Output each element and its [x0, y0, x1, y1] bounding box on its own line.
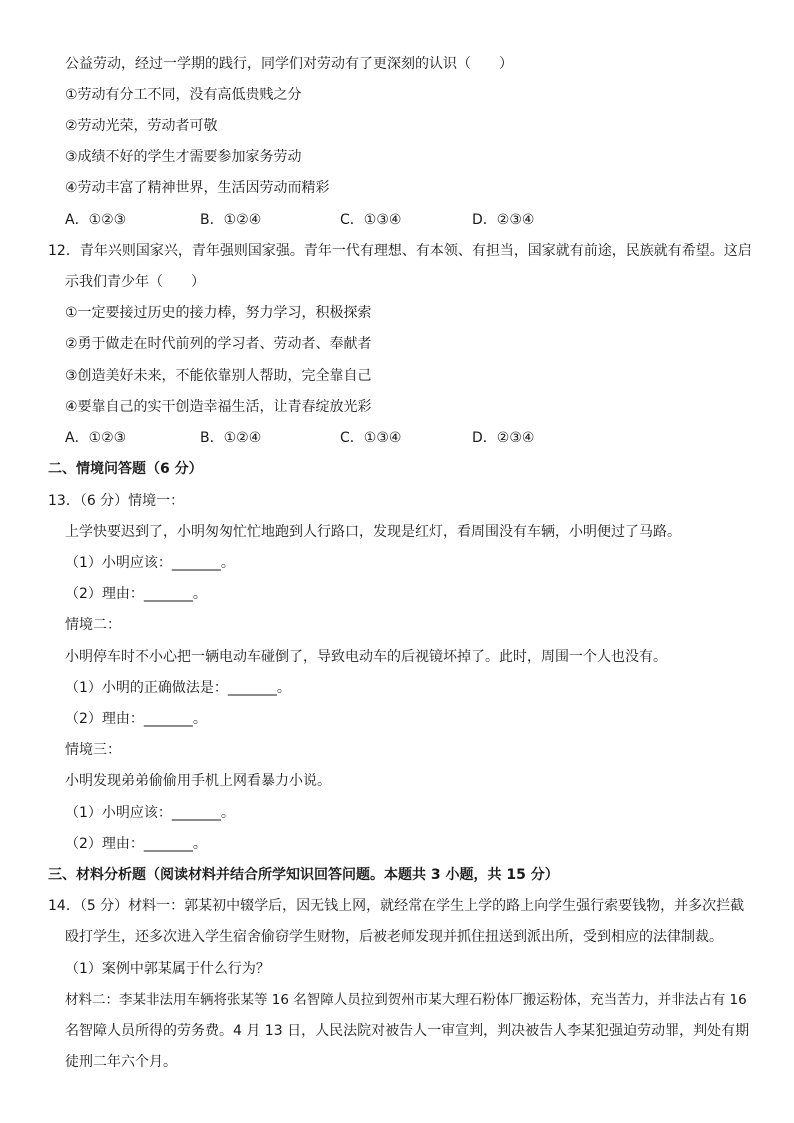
q13-scenario-3-title: 情境三： [65, 742, 121, 758]
q11-stem: 公益劳动，经过一学期的践行，同学们对劳动有了更深刻的认识（ ） [65, 56, 513, 72]
q11-item-2: ②劳动光荣，劳动者可敬 [65, 118, 218, 134]
q14-material-2-line3: 徒刑二年六个月。 [65, 1054, 177, 1070]
q12-stem-line2: 示我们青少年（ ） [65, 274, 205, 290]
q12-option-c: C．①③④ [340, 430, 402, 446]
q14-material-1-line2: 殴打学生，还多次进入学生宿舍偷窃学生财物，后被老师发现并抓住扭送到派出所，受到相应的法律制裁。 [65, 929, 723, 945]
q12-options [0, 428, 794, 448]
q11-item-1: ①劳动有分工不同，没有高低贵贱之分 [65, 87, 302, 103]
q14-material-1-line1: 14．（5 分）材料一：郭某初中辍学后，因无钱上网，就经常在学生上学的路上向学生强行索要钱物，并多次拦截 [48, 898, 745, 914]
q13-scenario-2-title: 情境二： [65, 617, 121, 633]
q11-item-3: ③成绩不好的学生才需要参加家务劳动 [65, 149, 302, 165]
q11-option-c: C．①③④ [340, 212, 402, 228]
q14-material-2-line2: 名智障人员所得的劳务费。4 月 13 日，人民法院对被告人一审宣判，判决被告人李某犯强迫劳动罪，判处有期 [65, 1023, 750, 1039]
q12-item-2: ②勇于做走在时代前列的学习者、劳动者、奉献者 [65, 336, 372, 352]
q11-item-4: ④劳动丰富了精神世界，生活因劳动而精彩 [65, 180, 330, 196]
q13-scenario-2-text: 小明停车时不小心把一辆电动车碰倒了，导致电动车的后视镜坏掉了。此时，周围一个人也没有。 [65, 649, 667, 665]
q14-material-2-line1: 材料二：李某非法用车辆将张某等 16 名智障人员拉到贺州市某大理石粉体厂搬运粉体，充当苦力，并非法占有 16 [65, 992, 747, 1008]
q13-scenario-1-q1: （1）小明应该：_______。 [65, 555, 235, 571]
q12-stem-line1: 12．青年兴则国家兴，青年强则国家强。青年一代有理想、有本领、有担当，国家就有前途，民族就有希望。这启 [48, 243, 752, 259]
q13-scenario-2-q1: （1）小明的正确做法是：_______。 [65, 680, 291, 696]
q11-options [0, 210, 794, 230]
q12-option-a: A．①②③ [65, 430, 127, 446]
section-2-heading: 二、情境问答题（6 分） [48, 461, 203, 477]
q13-stem: 13．（6 分）情境一： [48, 493, 185, 509]
q13-scenario-3-q1: （1）小明应该：_______。 [65, 805, 235, 821]
q11-option-d: D．②③④ [472, 212, 535, 228]
q13-scenario-1-q2: （2）理由：_______。 [65, 586, 207, 602]
q11-option-b: B．①②④ [200, 212, 262, 228]
q12-item-3: ③创造美好未来，不能依靠别人帮助，完全靠自己 [65, 368, 372, 384]
q13-scenario-2-q2: （2）理由：_______。 [65, 711, 207, 727]
q13-scenario-3-q2: （2）理由：_______。 [65, 836, 207, 852]
q12-item-1: ①一定要接过历史的接力棒，努力学习，积极探索 [65, 305, 372, 321]
section-3-heading: 三、材料分析题（阅读材料并结合所学知识回答问题。本题共 3 小题，共 15 分） [48, 867, 559, 883]
q14-question-1: （1）案例中郭某属于什么行为？ [65, 961, 270, 977]
q12-option-b: B．①②④ [200, 430, 262, 446]
q11-option-a: A．①②③ [65, 212, 127, 228]
q13-scenario-3-text: 小明发现弟弟偷偷用手机上网看暴力小说。 [65, 773, 331, 789]
q13-scenario-1-text: 上学快要迟到了，小明匆匆忙忙地跑到人行路口，发现是红灯，看周围没有车辆，小明便过了马路。 [65, 524, 681, 540]
q12-option-d: D．②③④ [472, 430, 535, 446]
q12-item-4: ④要靠自己的实干创造幸福生活，让青春绽放光彩 [65, 399, 372, 415]
